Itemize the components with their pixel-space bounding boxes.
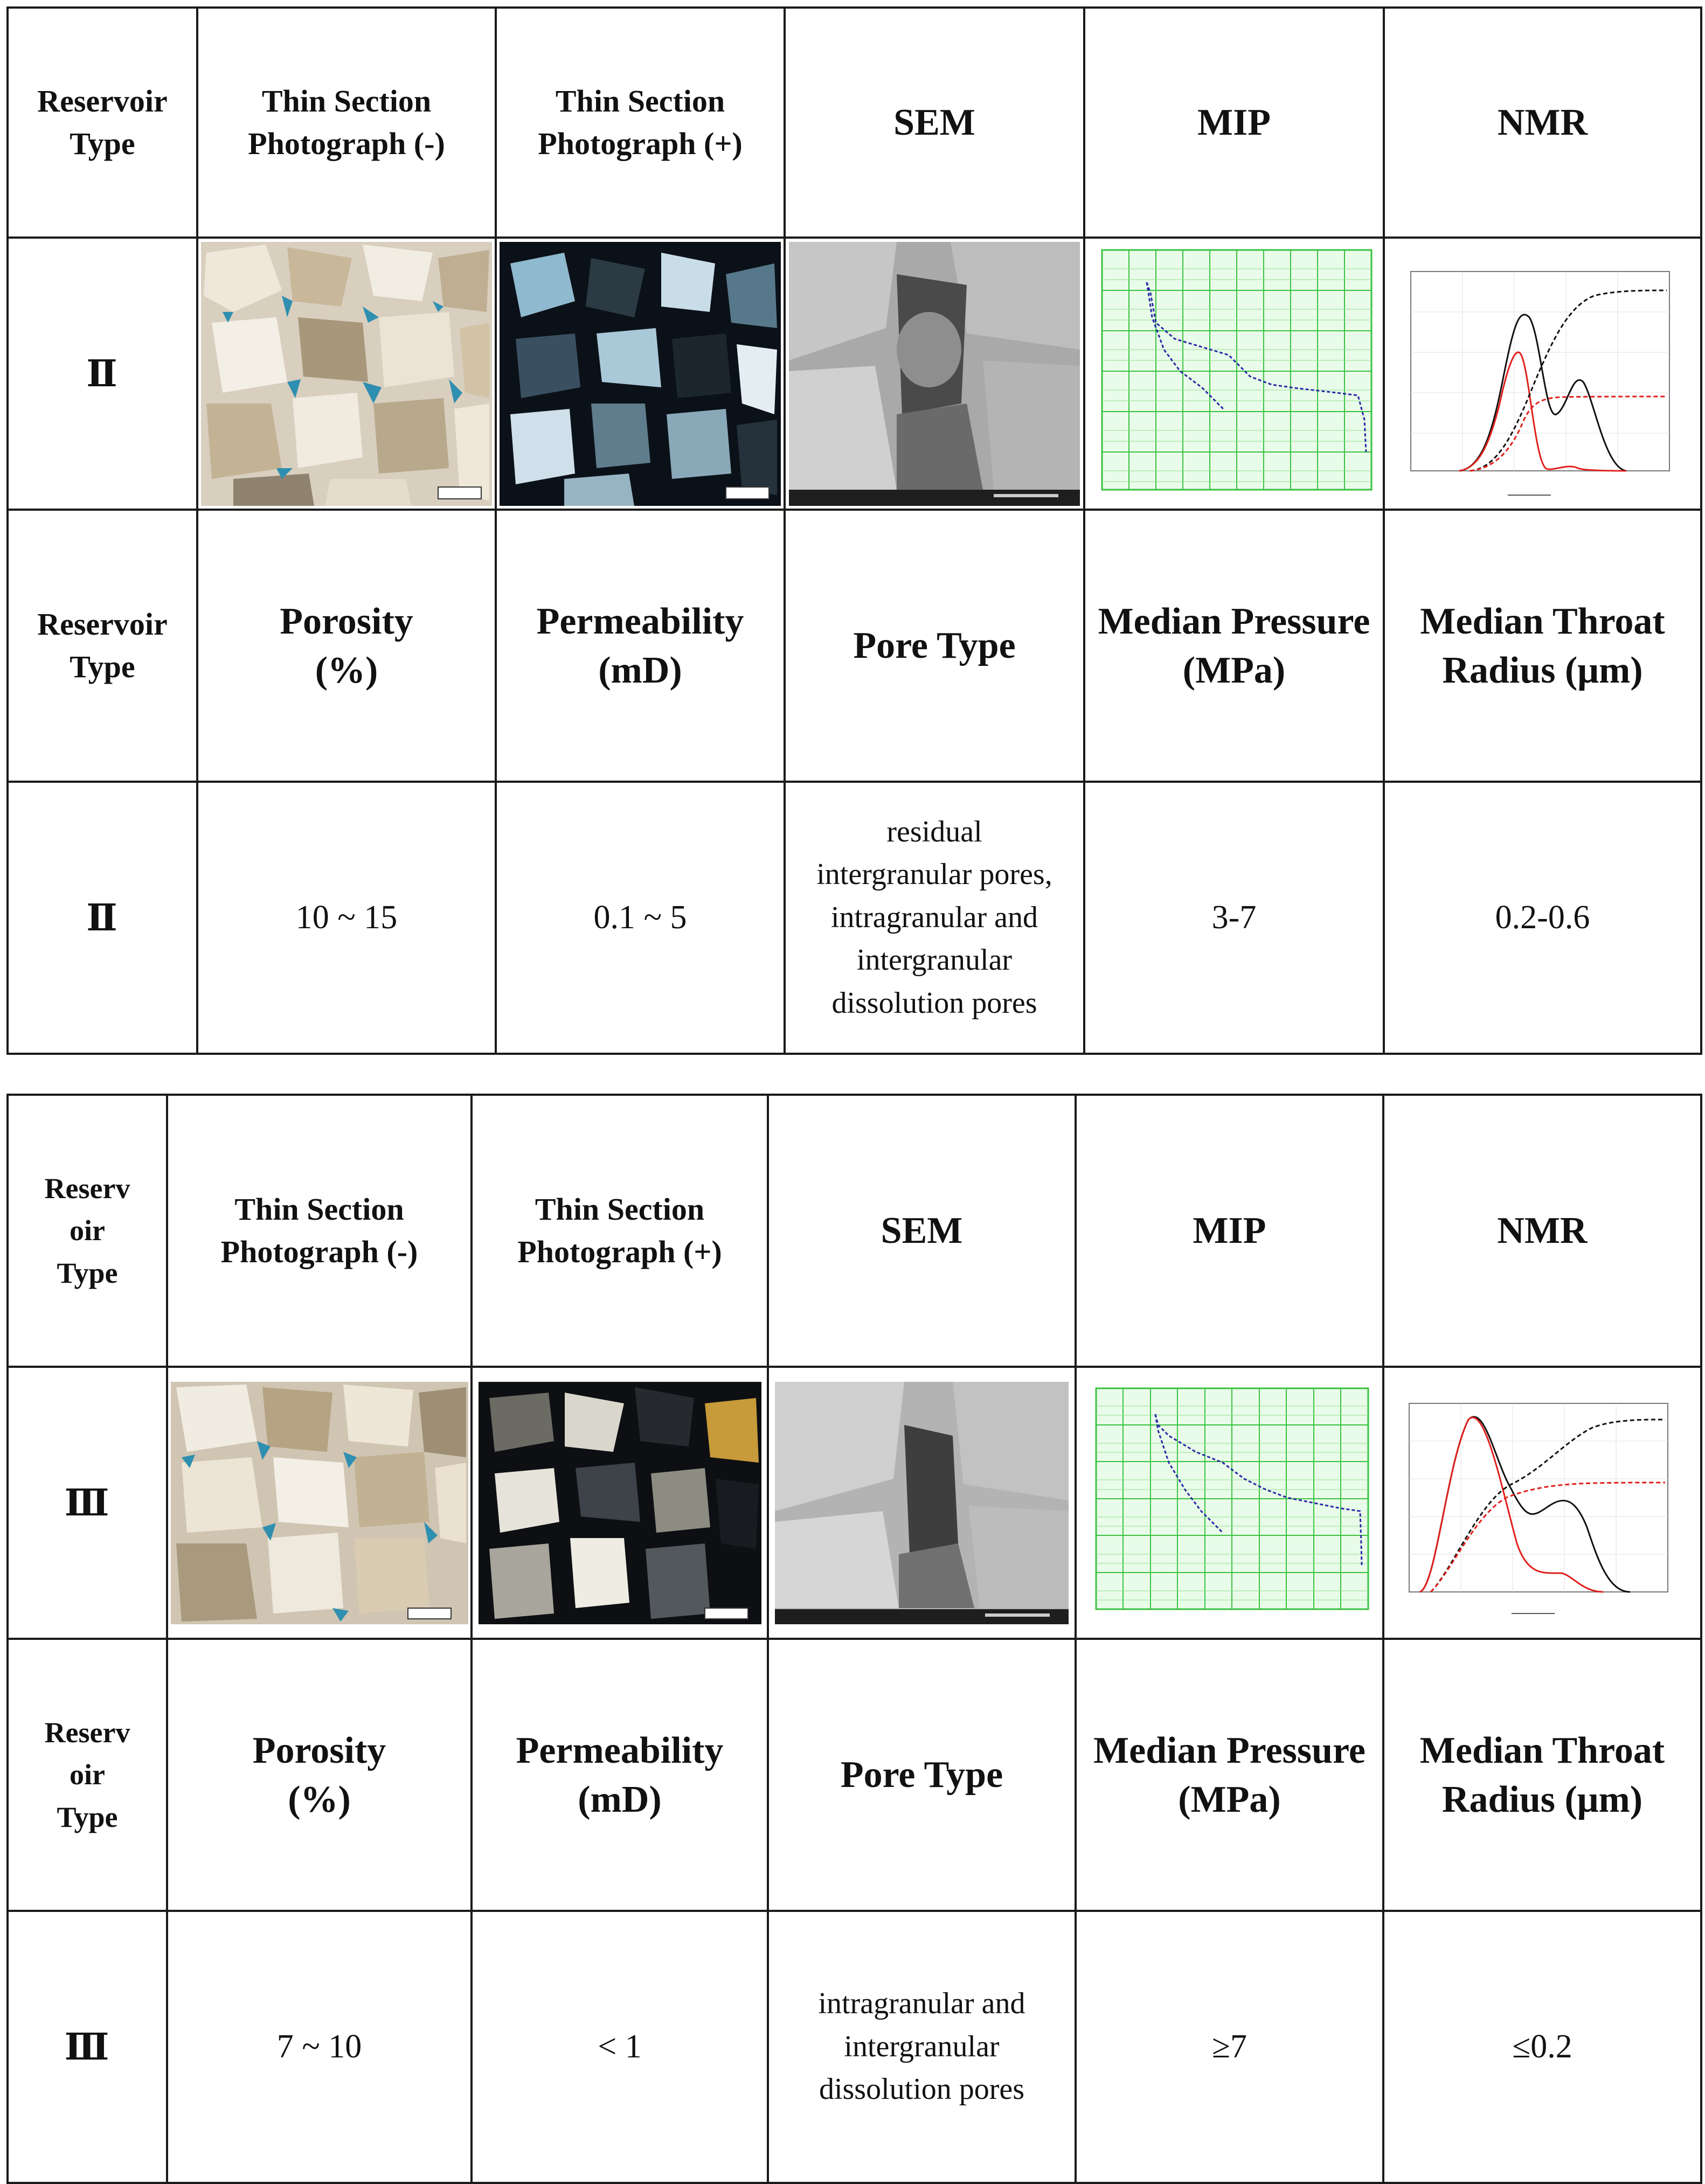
- image-row-type-label: Ⅱ: [8, 238, 197, 510]
- xpl-photo-cell: [496, 238, 785, 510]
- header-thin-section-xpl: Thin Section Photograph (+): [496, 8, 785, 238]
- header-median-throat-radius: Median Throat Radius (μm): [1383, 1639, 1701, 1911]
- thin-section-ppl-photo: [201, 242, 492, 506]
- header-sem: SEM: [785, 8, 1084, 238]
- mip-chart-cell: [1076, 1367, 1383, 1639]
- mip-chart: [1089, 242, 1380, 506]
- reservoir-table-type-iii: [6, 1094, 1702, 2184]
- mip-chart-cell: [1084, 238, 1384, 510]
- nmr-chart-cell: [1383, 1367, 1701, 1639]
- image-header-row: [8, 1095, 1701, 1367]
- header-thin-section-ppl: Thin Section Photograph (-): [167, 1095, 472, 1367]
- thin-section-xpl-photo: [500, 242, 781, 506]
- value-porosity: 10 ~ 15: [197, 782, 496, 1054]
- param-value-row: [8, 1911, 1701, 2183]
- value-median-throat-radius: ≤0.2: [1383, 1911, 1701, 2183]
- ppl-photo-cell: [197, 238, 496, 510]
- header-pore-type: Pore Type: [785, 510, 1084, 782]
- header-thin-section-ppl: Thin Section Photograph (-): [197, 8, 496, 238]
- header-nmr: NMR: [1384, 8, 1701, 238]
- header-median-pressure: Median Pressure (MPa): [1084, 510, 1384, 782]
- value-median-throat-radius: 0.2-0.6: [1384, 782, 1701, 1054]
- param-value-row: [8, 782, 1701, 1054]
- value-permeability: < 1: [472, 1911, 768, 2183]
- image-row-type-label: Ⅲ: [8, 1367, 167, 1639]
- header-porosity: Porosity (%): [167, 1639, 472, 1911]
- header-median-throat-radius: Median Throat Radius (μm): [1384, 510, 1701, 782]
- nmr-chart: [1388, 1382, 1697, 1624]
- image-row: [8, 238, 1701, 510]
- nmr-chart-cell: [1384, 238, 1701, 510]
- sem-photo-cell: [768, 1367, 1076, 1639]
- value-pore-type: intragranular and intergranular dissolution pores: [768, 1911, 1076, 2183]
- header-porosity: Porosity (%): [197, 510, 496, 782]
- reservoir-table-type-ii: [6, 6, 1702, 1055]
- mip-chart: [1083, 1382, 1376, 1624]
- param-header-row: [8, 1639, 1701, 1911]
- value-median-pressure: ≥7: [1076, 1911, 1383, 2183]
- sem-photo-cell: [785, 238, 1084, 510]
- value-porosity: 7 ~ 10: [167, 1911, 472, 2183]
- header-mip: MIP: [1076, 1095, 1383, 1367]
- header-pore-type: Pore Type: [768, 1639, 1076, 1911]
- sem-photo: [789, 242, 1080, 506]
- header-permeability: Permeability (mD): [472, 1639, 768, 1911]
- value-type: Ⅲ: [8, 1911, 167, 2183]
- thin-section-xpl-photo: [479, 1382, 761, 1624]
- value-pore-type: residual intergranular pores, intragranular and intergranular dissolution pores: [785, 782, 1084, 1054]
- header-thin-section-xpl: Thin Section Photograph (+): [472, 1095, 768, 1367]
- param-header-reservoir-type: Reservoir Type: [8, 510, 197, 782]
- header-median-pressure: Median Pressure (MPa): [1076, 1639, 1383, 1911]
- image-row: [8, 1367, 1701, 1639]
- sem-photo: [775, 1382, 1069, 1624]
- value-permeability: 0.1 ~ 5: [496, 782, 785, 1054]
- header-reservoir-type: Reserv oir Type: [8, 1095, 167, 1367]
- header-sem: SEM: [768, 1095, 1076, 1367]
- param-header-reservoir-type: Reserv oir Type: [8, 1639, 167, 1911]
- param-header-row: [8, 510, 1701, 782]
- header-reservoir-type: Reservoir Type: [8, 8, 197, 238]
- header-mip: MIP: [1084, 8, 1384, 238]
- value-median-pressure: 3-7: [1084, 782, 1384, 1054]
- header-nmr: NMR: [1383, 1095, 1701, 1367]
- nmr-chart: [1389, 242, 1696, 506]
- value-type: Ⅱ: [8, 782, 197, 1054]
- thin-section-ppl-photo: [171, 1382, 468, 1624]
- header-permeability: Permeability (mD): [496, 510, 785, 782]
- xpl-photo-cell: [472, 1367, 768, 1639]
- ppl-photo-cell: [167, 1367, 472, 1639]
- image-header-row: [8, 8, 1701, 238]
